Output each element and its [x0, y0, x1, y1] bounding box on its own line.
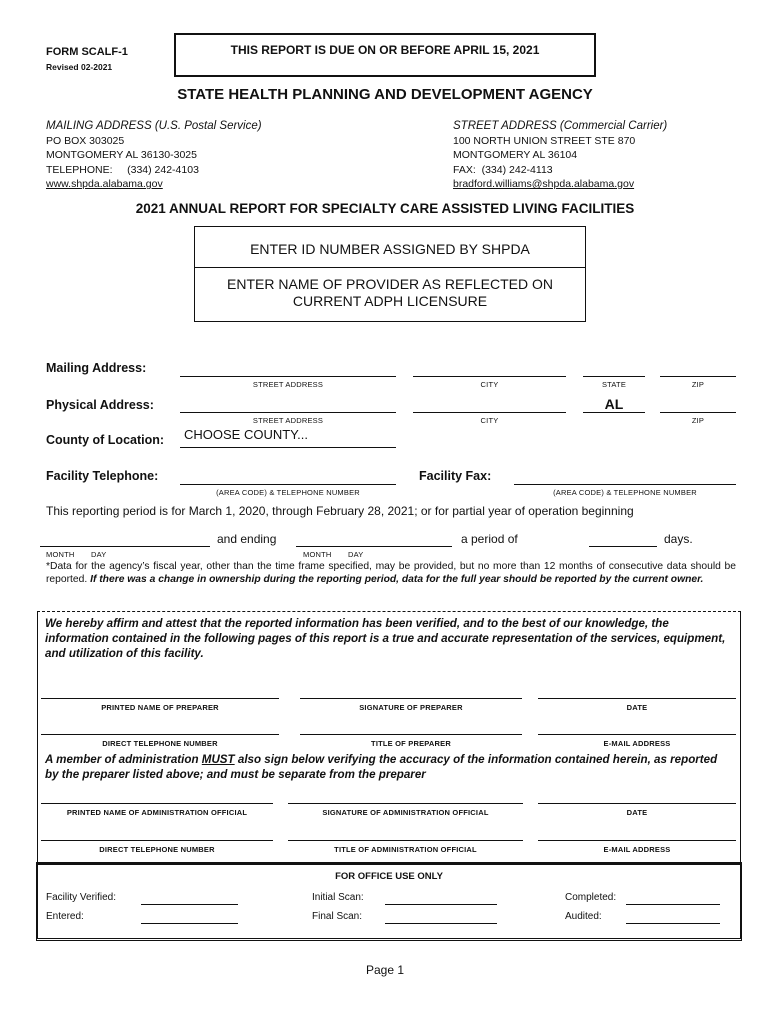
preparer-title-field[interactable] — [300, 734, 522, 735]
physical-street-caption: STREET ADDRESS — [252, 416, 324, 425]
street-fax: FAX: (334) 242-4113 — [453, 163, 553, 176]
county-label: County of Location: — [46, 433, 165, 447]
due-notice-box — [174, 33, 596, 77]
physical-city-caption: CITY — [480, 416, 499, 425]
admin-signature-field[interactable] — [288, 803, 523, 804]
fax-field[interactable] — [514, 484, 736, 485]
initial-scan-label: Initial Scan: — [312, 892, 364, 903]
fiscal-year-note — [46, 560, 736, 587]
period-end-field[interactable] — [296, 546, 452, 547]
office-use-box — [36, 862, 742, 941]
street-line1: 100 NORTH UNION STREET STE 870 — [453, 134, 636, 147]
begin-month-caption: MONTH — [46, 550, 75, 559]
days-text: days. — [664, 532, 693, 546]
street-heading: STREET ADDRESS (Commercial Carrier) — [453, 120, 668, 132]
fiscal-year-note-text: *Data for the agency’s fiscal year, other than the time frame specified, may be provided, but no more than 12 months of consecutive data should be reported. — [46, 561, 736, 586]
telephone-caption: (AREA CODE) & TELEPHONE NUMBER — [216, 488, 360, 497]
admin-signature-caption: SIGNATURE OF ADMINISTRATION OFFICIAL — [322, 808, 489, 817]
admin-statement-pre: A member of administration — [45, 753, 199, 766]
admin-title-field[interactable] — [288, 840, 523, 841]
provider-id-box — [194, 226, 586, 322]
fax-caption: (AREA CODE) & TELEPHONE NUMBER — [553, 488, 697, 497]
end-day-caption: DAY — [348, 550, 364, 559]
mailing-telephone: TELEPHONE: (334) 242-4103 — [46, 163, 199, 176]
street-address-block — [453, 119, 667, 192]
begin-day-caption: DAY — [91, 550, 107, 559]
admin-email-field[interactable] — [538, 840, 736, 841]
a-period-of-text: a period of — [461, 532, 518, 546]
ownership-change-note: If there was a change in ownership during the reporting period, data for the full year should be reported by the current owner. — [90, 574, 704, 586]
admin-phone-caption: DIRECT TELEPHONE NUMBER — [99, 845, 215, 854]
completed-label: Completed: — [565, 892, 617, 903]
mailing-street-caption: STREET ADDRESS — [252, 380, 324, 389]
form-id: FORM SCALF-1 — [46, 46, 128, 58]
mailing-state-caption: STATE — [601, 380, 627, 389]
id-number-input[interactable]: ENTER ID NUMBER ASSIGNED BY SHPDA — [250, 241, 530, 257]
physical-city-field[interactable] — [413, 412, 566, 413]
audited-field[interactable] — [626, 923, 720, 924]
admin-date-field[interactable] — [538, 803, 736, 804]
entered-label: Entered: — [46, 911, 84, 922]
id-box-divider — [195, 267, 585, 268]
physical-state-field[interactable] — [583, 412, 645, 413]
admin-statement-post: also sign below verifying the accuracy of the information contained herein, as reported by the preparer listed above; and must be separate from the preparer — [45, 753, 718, 781]
physical-state-value: AL — [604, 396, 624, 412]
office-use-heading: FOR OFFICE USE ONLY — [335, 871, 443, 882]
mailing-zip-caption: ZIP — [691, 380, 705, 389]
mailing-heading: MAILING ADDRESS (U.S. Postal Service) — [46, 120, 262, 132]
mailing-city-caption: CITY — [480, 380, 499, 389]
preparer-email-caption: E-MAIL ADDRESS — [603, 739, 671, 748]
end-month-caption: MONTH — [303, 550, 332, 559]
initial-scan-field[interactable] — [385, 904, 497, 905]
telephone-label: Facility Telephone: — [46, 469, 159, 483]
provider-name-prompt-1: ENTER NAME OF PROVIDER AS REFLECTED ON — [227, 276, 553, 292]
admin-statement-must: MUST — [201, 753, 235, 766]
physical-street-field[interactable] — [180, 412, 396, 413]
physical-zip-field[interactable] — [660, 412, 736, 413]
admin-name-field[interactable] — [41, 803, 273, 804]
mailing-address-block — [46, 119, 262, 192]
facility-verified-label: Facility Verified: — [46, 892, 117, 903]
mailing-line1: PO BOX 303025 — [46, 134, 125, 147]
period-begin-field[interactable] — [40, 546, 210, 547]
and-ending-text: and ending — [217, 532, 277, 546]
facility-verified-field[interactable] — [141, 904, 238, 905]
mailing-city-field[interactable] — [413, 376, 566, 377]
affirmation-statement: We hereby affirm and attest that the reported information has been verified, and to the best of our knowledge, the information contained in the following pages of this report is a true and accurate representation of the services, equipment, and utilization of this facility. — [45, 617, 726, 660]
period-days-field[interactable] — [589, 546, 657, 547]
preparer-date-caption: DATE — [626, 703, 648, 712]
preparer-name-caption: PRINTED NAME OF PREPARER — [101, 703, 219, 712]
administration-statement — [45, 752, 733, 782]
report-title: 2021 ANNUAL REPORT FOR SPECIALTY CARE ASSISTED LIVING FACILITIES — [135, 201, 635, 216]
provider-name-input[interactable] — [195, 276, 585, 310]
agency-website-link[interactable]: www.shpda.alabama.gov — [46, 178, 163, 190]
page-number: Page 1 — [365, 963, 405, 977]
fax-label: Facility Fax: — [419, 469, 492, 483]
county-select[interactable]: CHOOSE COUNTY... — [184, 427, 309, 442]
provider-name-prompt-2: CURRENT ADPH LICENSURE — [292, 293, 488, 309]
preparer-phone-caption: DIRECT TELEPHONE NUMBER — [102, 739, 218, 748]
revised-date: Revised 02-2021 — [46, 62, 113, 72]
final-scan-field[interactable] — [385, 923, 497, 924]
mailing-zip-field[interactable] — [660, 376, 736, 377]
preparer-phone-field[interactable] — [41, 734, 279, 735]
reporting-period-statement: This reporting period is for March 1, 2020, through February 28, 2021; or for partial year of operation beginning — [46, 504, 634, 518]
due-notice: THIS REPORT IS DUE ON OR BEFORE APRIL 15, 2021 — [230, 43, 540, 57]
telephone-field[interactable] — [180, 484, 396, 485]
mailing-state-field[interactable] — [583, 376, 645, 377]
affirmation-box — [37, 611, 741, 865]
admin-phone-field[interactable] — [41, 840, 273, 841]
admin-name-caption: PRINTED NAME OF ADMINISTRATION OFFICIAL — [66, 808, 248, 817]
agency-title: STATE HEALTH PLANNING AND DEVELOPMENT AGENCY — [177, 86, 593, 103]
admin-date-caption: DATE — [626, 808, 648, 817]
preparer-title-caption: TITLE OF PREPARER — [371, 739, 451, 748]
admin-email-caption: E-MAIL ADDRESS — [603, 845, 671, 854]
mailing-line2: MONTGOMERY AL 36130-3025 — [46, 149, 197, 161]
preparer-email-field[interactable] — [538, 734, 736, 735]
physical-address-label: Physical Address: — [46, 398, 154, 412]
entered-field[interactable] — [141, 923, 238, 924]
audited-label: Audited: — [565, 911, 602, 922]
mailing-street-field[interactable] — [180, 376, 396, 377]
county-underline — [180, 447, 396, 448]
preparer-signature-field[interactable] — [300, 698, 522, 699]
preparer-date-field[interactable] — [538, 698, 736, 699]
agency-email-link[interactable]: bradford.williams@shpda.alabama.gov — [453, 178, 635, 190]
physical-zip-caption: ZIP — [691, 416, 705, 425]
completed-field[interactable] — [626, 904, 720, 905]
preparer-signature-caption: SIGNATURE OF PREPARER — [359, 703, 463, 712]
final-scan-label: Final Scan: — [312, 911, 363, 922]
street-line2: MONTGOMERY AL 36104 — [453, 149, 578, 161]
preparer-name-field[interactable] — [41, 698, 279, 699]
mailing-address-label: Mailing Address: — [46, 361, 147, 375]
admin-title-caption: TITLE OF ADMINISTRATION OFFICIAL — [334, 845, 477, 854]
